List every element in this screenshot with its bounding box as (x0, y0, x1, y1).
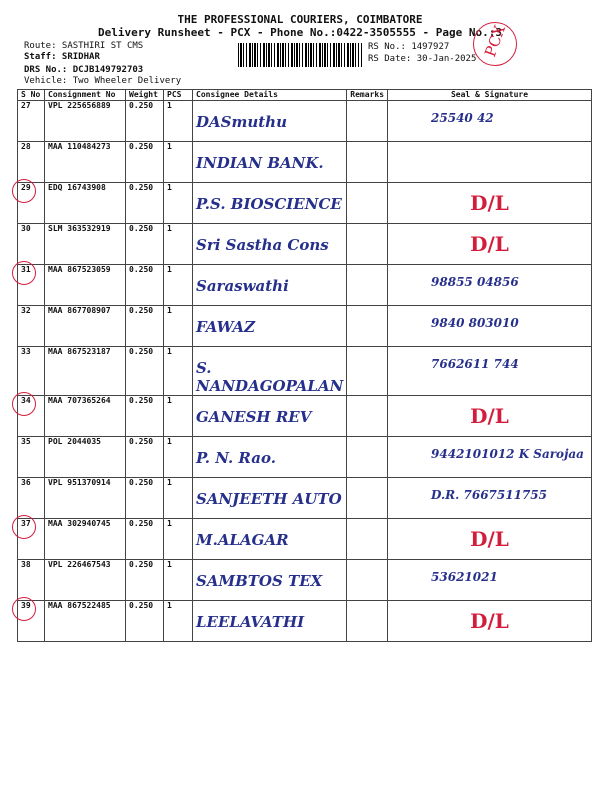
pcs-cell-text: 1 (167, 601, 172, 610)
sno-cell-text: 37 (21, 519, 31, 528)
sno-cell-text: 32 (21, 306, 31, 315)
row-signature (388, 601, 592, 642)
red-circle-mark (12, 261, 36, 285)
consignment-cell-text: MAA 867708907 (48, 306, 111, 315)
company-title: THE PROFESSIONAL COURIERS, COIMBATORE (177, 13, 423, 26)
red-circle-mark (12, 179, 36, 203)
consignee-cell-text: INDIAN BANK. (196, 154, 324, 172)
signature-cell-text: D/L (470, 527, 509, 551)
row-pcs (164, 183, 193, 224)
row-consignment-no (45, 183, 126, 224)
table-row (18, 142, 592, 183)
weight-cell-text: 0.250 (129, 601, 154, 610)
sno-cell-text: 29 (21, 183, 31, 192)
row-remarks (347, 560, 388, 601)
weight-cell-text: 0.250 (129, 265, 154, 274)
row-consignment-no (45, 306, 126, 347)
red-circle-mark (12, 597, 36, 621)
sno-cell-text: 31 (21, 265, 31, 274)
signature-cell-text: D/L (470, 609, 509, 633)
row-consignee (193, 306, 347, 347)
vehicle-text: Vehicle: Two Wheeler Delivery (24, 76, 182, 86)
row-consignment-no (45, 437, 126, 478)
pcs-cell-text: 1 (167, 560, 172, 569)
consignment-cell-text: MAA 302940745 (48, 519, 111, 528)
consignment-cell-text: MAA 867523187 (48, 347, 111, 356)
col-weight-header: Weight (126, 90, 164, 101)
col-remarks-header: Remarks (347, 90, 388, 101)
consignment-cell-text: VPL 951370914 (48, 478, 111, 487)
signature-cell-text: 9840 803010 (431, 316, 519, 330)
sno-cell-text: 38 (21, 560, 31, 569)
consignment-cell-text: MAA 707365264 (48, 396, 111, 405)
red-circle-mark (12, 392, 36, 416)
pcs-cell-text: 1 (167, 478, 172, 487)
signature-cell-text: 53621021 (431, 570, 498, 584)
row-signature (388, 560, 592, 601)
row-weight (126, 437, 164, 478)
weight-cell-text: 0.250 (129, 437, 154, 446)
weight-cell-text: 0.250 (129, 101, 154, 110)
table-row (18, 224, 592, 265)
row-consignee (193, 560, 347, 601)
staff-text: Staff: SRIDHAR (24, 52, 100, 62)
row-consignee (193, 519, 347, 560)
signature-cell-text: D/L (470, 404, 509, 428)
row-weight (126, 224, 164, 265)
signature-cell-text: 7662611 744 (431, 357, 519, 371)
row-remarks (347, 601, 388, 642)
table-row (18, 101, 592, 142)
consignment-cell-text: MAA 867522485 (48, 601, 111, 610)
row-sno (18, 437, 45, 478)
row-consignment-no (45, 347, 126, 396)
consignee-cell-text: SAMBTOS TEX (196, 572, 323, 590)
row-sno (18, 560, 45, 601)
table-row (18, 437, 592, 478)
row-consignment-no (45, 601, 126, 642)
table-row (18, 347, 592, 396)
row-consignee (193, 396, 347, 437)
consignment-cell-text: MAA 110484273 (48, 142, 111, 151)
row-consignee (193, 265, 347, 306)
row-consignee (193, 478, 347, 519)
row-weight (126, 183, 164, 224)
row-consignee (193, 601, 347, 642)
row-weight (126, 478, 164, 519)
row-consignee (193, 224, 347, 265)
route-text: Route: SASTHIRI ST CMS (24, 41, 144, 51)
row-sno (18, 347, 45, 396)
row-signature (388, 437, 592, 478)
table-row (18, 396, 592, 437)
row-sno (18, 601, 45, 642)
row-pcs (164, 519, 193, 560)
row-remarks (347, 437, 388, 478)
signature-cell-text: D/L (470, 191, 509, 215)
consignee-cell-text: P.S. BIOSCIENCE (196, 195, 342, 213)
row-signature (388, 183, 592, 224)
sno-cell-text: 27 (21, 101, 31, 110)
row-remarks (347, 519, 388, 560)
row-remarks (347, 347, 388, 396)
row-consignee (193, 101, 347, 142)
consignment-cell-text: SLM 363532919 (48, 224, 111, 233)
row-sno (18, 478, 45, 519)
sno-cell-text: 28 (21, 142, 31, 151)
col-sno-header: S No (18, 90, 45, 101)
row-consignment-no (45, 396, 126, 437)
row-sno (18, 396, 45, 437)
table-header-row (18, 90, 592, 101)
row-remarks (347, 265, 388, 306)
signature-cell-text: D.R. 7667511755 (431, 488, 547, 502)
signature-cell-text (391, 142, 588, 152)
pcs-cell-text: 1 (167, 101, 172, 110)
consignment-cell-text: MAA 867523059 (48, 265, 111, 274)
row-signature (388, 519, 592, 560)
pcs-cell-text: 1 (167, 396, 172, 405)
pcs-cell-text: 1 (167, 347, 172, 356)
signature-cell-text: D/L (470, 232, 509, 256)
row-sno (18, 224, 45, 265)
row-pcs (164, 560, 193, 601)
pcx-stamp (473, 22, 517, 66)
row-signature (388, 306, 592, 347)
red-circle-mark (12, 515, 36, 539)
weight-cell-text: 0.250 (129, 142, 154, 151)
rs-date: RS Date: 30-Jan-2025 (368, 54, 477, 64)
table-row (18, 183, 592, 224)
row-pcs (164, 601, 193, 642)
runsheet-subtitle: Delivery Runsheet - PCX - Phone No.:0422-3505555 - Page No.:3 (98, 26, 502, 39)
weight-cell-text: 0.250 (129, 519, 154, 528)
row-sno (18, 142, 45, 183)
col-consignee-header: Consignee Details (193, 90, 347, 101)
row-pcs (164, 224, 193, 265)
row-remarks (347, 101, 388, 142)
row-remarks (347, 396, 388, 437)
pcs-cell-text: 1 (167, 183, 172, 192)
row-pcs (164, 265, 193, 306)
row-weight (126, 601, 164, 642)
row-remarks (347, 142, 388, 183)
row-consignee (193, 347, 347, 396)
sno-cell-text: 34 (21, 396, 31, 405)
consignment-cell-text: EDQ 16743908 (48, 183, 106, 192)
pcs-cell-text: 1 (167, 265, 172, 274)
weight-cell-text: 0.250 (129, 224, 154, 233)
row-sno (18, 101, 45, 142)
row-weight (126, 560, 164, 601)
row-weight (126, 519, 164, 560)
sno-cell-text: 39 (21, 601, 31, 610)
row-signature (388, 347, 592, 396)
sno-cell-text: 33 (21, 347, 31, 356)
row-sno (18, 519, 45, 560)
sno-cell-text: 35 (21, 437, 31, 446)
row-consignment-no (45, 478, 126, 519)
row-consignment-no (45, 265, 126, 306)
table-row (18, 560, 592, 601)
weight-cell-text: 0.250 (129, 478, 154, 487)
consignee-cell-text: M.ALAGAR (196, 531, 289, 549)
runsheet-table (17, 89, 592, 642)
pcs-cell-text: 1 (167, 519, 172, 528)
row-consignment-no (45, 519, 126, 560)
signature-cell-text: 25540 42 (431, 111, 494, 125)
sno-cell-text: 36 (21, 478, 31, 487)
signature-cell-text: 9442101012 K Sarojaa (431, 447, 584, 461)
row-pcs (164, 306, 193, 347)
row-weight (126, 306, 164, 347)
row-signature (388, 396, 592, 437)
row-sno (18, 265, 45, 306)
table-row (18, 519, 592, 560)
signature-cell-text: 98855 04856 (431, 275, 519, 289)
pcs-cell-text: 1 (167, 142, 172, 151)
row-consignee (193, 183, 347, 224)
row-consignee (193, 142, 347, 183)
table-row (18, 478, 592, 519)
row-signature (388, 142, 592, 183)
barcode-image (238, 43, 362, 67)
consignee-cell-text: Sri Sastha Cons (196, 236, 329, 254)
col-pcs-header: PCS (164, 90, 193, 101)
row-weight (126, 265, 164, 306)
row-consignee (193, 437, 347, 478)
row-signature (388, 101, 592, 142)
row-pcs (164, 396, 193, 437)
row-pcs (164, 101, 193, 142)
weight-cell-text: 0.250 (129, 183, 154, 192)
row-weight (126, 347, 164, 396)
row-remarks (347, 183, 388, 224)
consignee-cell-text: Saraswathi (196, 277, 289, 295)
weight-cell-text: 0.250 (129, 347, 154, 356)
row-sno (18, 306, 45, 347)
row-signature (388, 224, 592, 265)
row-signature (388, 478, 592, 519)
consignee-cell-text: P. N. Rao. (196, 449, 276, 467)
row-pcs (164, 478, 193, 519)
drs-number: DRS No.: DCJB149792703 (24, 65, 144, 75)
row-pcs (164, 347, 193, 396)
weight-cell-text: 0.250 (129, 560, 154, 569)
row-sno (18, 183, 45, 224)
weight-cell-text: 0.250 (129, 306, 154, 315)
row-weight (126, 101, 164, 142)
weight-cell-text: 0.250 (129, 396, 154, 405)
consignee-cell-text: SANJEETH AUTO (196, 490, 342, 508)
consignment-cell-text: VPL 225656889 (48, 101, 111, 110)
row-signature (388, 265, 592, 306)
table-row (18, 601, 592, 642)
row-consignment-no (45, 142, 126, 183)
row-pcs (164, 437, 193, 478)
consignment-cell-text: VPL 226467543 (48, 560, 111, 569)
row-consignment-no (45, 224, 126, 265)
consignee-cell-text: GANESH REV (196, 408, 312, 426)
consignee-cell-text: S. NANDAGOPALAN (196, 359, 344, 395)
table-row (18, 306, 592, 347)
table-row (18, 265, 592, 306)
row-weight (126, 142, 164, 183)
consignee-cell-text: LEELAVATHI (196, 613, 305, 631)
consignee-cell-text: FAWAZ (196, 318, 256, 336)
pcs-cell-text: 1 (167, 224, 172, 233)
row-remarks (347, 224, 388, 265)
col-consignment-header: Consignment No (45, 90, 126, 101)
row-weight (126, 396, 164, 437)
row-consignment-no (45, 101, 126, 142)
row-consignment-no (45, 560, 126, 601)
consignment-cell-text: POL 2044035 (48, 437, 101, 446)
row-remarks (347, 478, 388, 519)
consignee-cell-text: DASmuthu (196, 113, 287, 131)
row-remarks (347, 306, 388, 347)
pcx-stamp-text: PCX (481, 22, 510, 60)
col-seal-header: Seal & Signature (388, 90, 592, 101)
pcs-cell-text: 1 (167, 306, 172, 315)
sno-cell-text: 30 (21, 224, 31, 233)
row-pcs (164, 142, 193, 183)
rs-number: RS No.: 1497927 (368, 42, 450, 52)
pcs-cell-text: 1 (167, 437, 172, 446)
